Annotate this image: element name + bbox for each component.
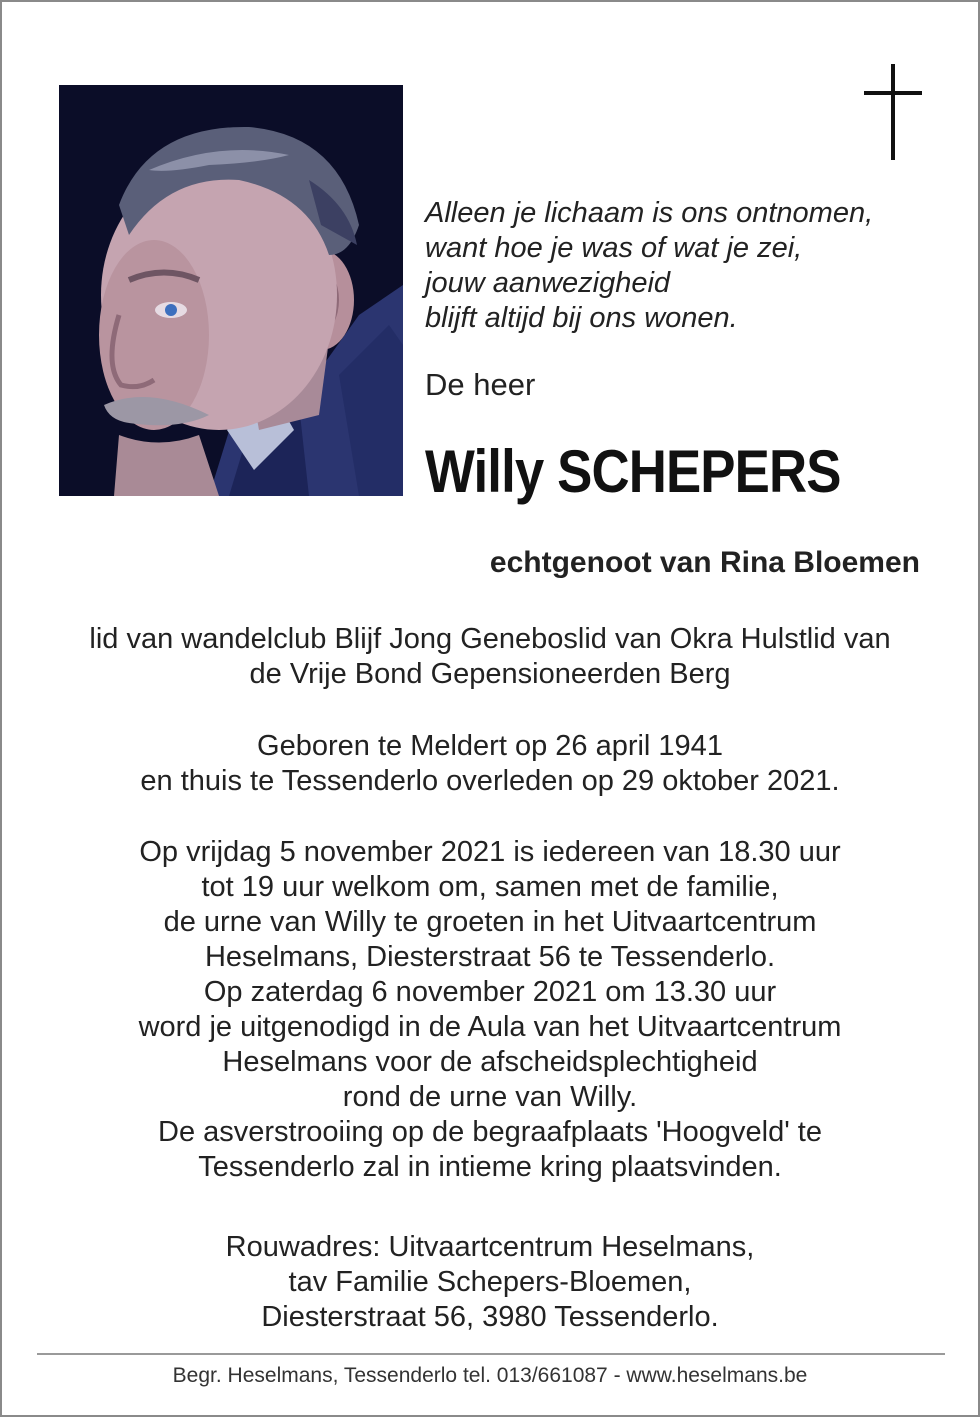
ceremony-details — [2, 835, 978, 1185]
ceremony-line: word je uitgenodigd in de Aula van het Uitvaartcentrum — [138, 1011, 842, 1043]
birth-death — [2, 729, 978, 799]
birth-death-line: Geboren te Meldert op 26 april 1941 — [257, 730, 723, 762]
birth-death-line: en thuis te Tessenderlo overleden op 29 oktober 2021. — [140, 765, 840, 797]
ceremony-line: Tessenderlo zal in intieme kring plaatsvinden. — [198, 1151, 782, 1183]
poem-line: jouw aanwezigheid — [425, 267, 671, 299]
poem-line: Alleen je lichaam is ons ontnomen, — [425, 197, 874, 229]
ceremony-line: Op vrijdag 5 november 2021 is iedereen van 18.30 uur — [139, 836, 841, 868]
memberships-line: lid van wandelclub Blijf Jong Geneboslid van Okra Hulstlid van — [89, 623, 891, 655]
salutation: De heer — [425, 367, 536, 402]
funeral-home-footer: Begr. Heselmans, Tessenderlo tel. 013/661087 - www.heselmans.be — [172, 1364, 808, 1387]
address-line: Diesterstraat 56, 3980 Tessenderlo. — [261, 1301, 719, 1333]
memberships-line: de Vrije Bond Gepensioneerden Berg — [249, 658, 731, 690]
spouse-line: echtgenoot van Rina Bloemen — [489, 546, 920, 579]
footer-divider — [37, 1353, 945, 1355]
poem — [425, 196, 873, 336]
mourning-address — [2, 1230, 978, 1335]
address-line: tav Familie Schepers-Bloemen, — [288, 1266, 692, 1298]
ceremony-line: De asverstrooiing op de begraafplaats 'Hoogveld' te — [158, 1116, 822, 1148]
portrait-photo — [59, 85, 403, 496]
deceased-name: Willy SCHEPERS — [425, 438, 841, 505]
poem-line: blijft altijd bij ons wonen. — [425, 302, 738, 334]
ceremony-line: rond de urne van Willy. — [342, 1081, 638, 1113]
ceremony-line: tot 19 uur welkom om, samen met de familie, — [201, 871, 779, 903]
ceremony-line: Heselmans, Diesterstraat 56 te Tessenderlo. — [204, 941, 776, 973]
ceremony-line: Heselmans voor de afscheidsplechtigheid — [222, 1046, 758, 1078]
cross-icon — [864, 64, 922, 160]
poem-line: want hoe je was of wat je zei, — [425, 232, 803, 264]
ceremony-line: Op zaterdag 6 november 2021 om 13.30 uur — [203, 976, 777, 1008]
ceremony-line: de urne van Willy te groeten in het Uitvaartcentrum — [163, 906, 817, 938]
portrait-illustration — [59, 85, 403, 496]
memberships — [2, 622, 978, 692]
address-line: Rouwadres: Uitvaartcentrum Heselmans, — [225, 1231, 755, 1263]
